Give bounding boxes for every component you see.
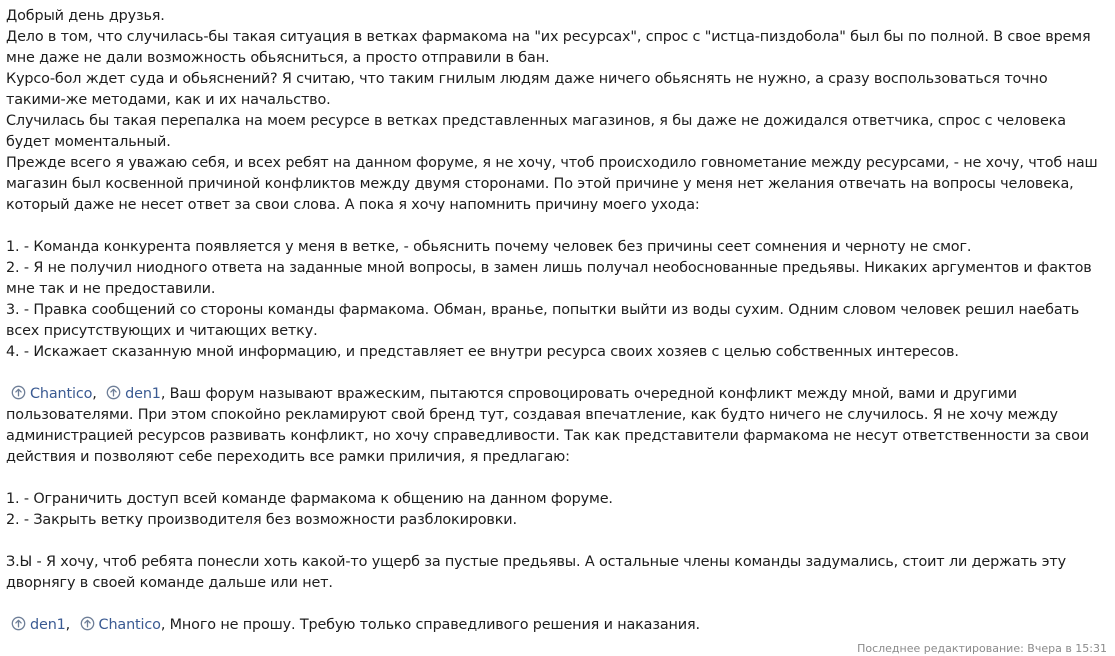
post-paragraph-1: Дело в том, что случилась-бы такая ситуация в ветках фармакома на "их ресурсах", спрос с "истца-пиздобола" был бы по полной. В свое время мне даже не дали возможность обьясниться, а просто отправили в бан. (6, 29, 1091, 66)
spacer (6, 363, 1108, 384)
reason-item-2: 2. - Я не получил ниодного ответа на заданные мной вопросы, в замен лишь получал необоснованные предьявы. Никаких аргументов и фактов мне так и не предоставили. (6, 260, 1092, 297)
mention-den1[interactable] (101, 386, 161, 402)
mention-chantico[interactable] (75, 617, 161, 633)
proposal-item-1: 1. - Ограничить доступ всей команде фармакома к общению на данном форуме. (6, 491, 613, 507)
arrow-up-circle-icon (80, 616, 95, 631)
appeal-paragraph (6, 384, 1108, 468)
last-edit-note: Последнее редактирование: Вчера в 15:31 (857, 642, 1107, 655)
post-paragraph-2: Курсо-бол ждет суда и обьяснений? Я считаю, что таким гнилым людям даже ничего обьяснять не нужно, а сразу воспользоваться точно такими-же методами, как и их начальство. (6, 71, 1048, 108)
mention-label: Chantico (30, 386, 93, 402)
spacer (6, 594, 1108, 615)
reason-item-4: 4. - Искажает сказанную мной информацию, и представляет ее внутри ресурса своих хозяев с целью собственных интересов. (6, 344, 959, 360)
spacer (6, 531, 1108, 552)
post-paragraph-3: Случилась бы такая перепалка на моем ресурсе в ветках представленных магазинов, я бы даже не дожидался ответчика, спрос с человека будет моментальный. (6, 113, 1066, 150)
arrow-up-circle-icon (106, 385, 121, 400)
spacer (6, 468, 1108, 489)
mention-separator: , (65, 617, 71, 633)
spacer (6, 216, 1108, 237)
arrow-up-circle-icon (11, 385, 26, 400)
mention-den1[interactable] (6, 617, 66, 633)
mention-label: den1 (30, 617, 66, 633)
post-paragraph-4: Прежде всего я уважаю себя, и всех ребят на данном форуме, я не хочу, чтоб происходило говнометание между ресурсами, - не хочу, чтоб наш магазин был косвенной причиной конфликтов между двумя сторонами. По этой причине у меня нет желания отвечать на вопросы человека, который даже не несет ответ за свои слова. А пока я хочу напомнить причину моего ухода: (6, 155, 1098, 213)
mention-label: den1 (125, 386, 161, 402)
reason-item-1: 1. - Команда конкурента появляется у меня в ветке, - обьяснить почему человек без причины сеет сомнения и черноту не смог. (6, 239, 972, 255)
mention-separator: , (92, 386, 97, 402)
appeal-text: , Ваш форум называют вражеским, пытаются спровоцировать очередной конфликт между мной, вами и другими пользователями. При этом спокойно рекламируют свой бренд тут, создавая впечатление, как будто ничего не случилось. Я не хочу между администрацией ресурсов развивать конфликт, но хочу справедливости. Так как представители фармакома не несут ответственности за свои действия и позволяют себе переходить все рамки приличия, я предлагаю: (6, 386, 1089, 465)
post-greeting: Добрый день друзья. (6, 8, 165, 24)
post-ps: З.Ы - Я хочу, чтоб ребята понесли хоть какой-то ущерб за пустые предьявы. А остальные члены команды задумались, стоит ли держать эту дворнягу в своей команде дальше или нет. (6, 554, 1066, 591)
closing-paragraph (6, 615, 1108, 636)
arrow-up-circle-icon (11, 616, 26, 631)
mention-chantico[interactable] (6, 386, 92, 402)
closing-text: , Много не прошу. Требую только справедливого решения и наказания. (160, 617, 700, 633)
mention-label: Chantico (98, 617, 161, 633)
proposal-item-2: 2. - Закрыть ветку производителя без возможности разблокировки. (6, 512, 517, 528)
post-body (6, 6, 1108, 636)
reason-item-3: 3. - Правка сообщений со стороны команды фармакома. Обман, вранье, попытки выйти из воды сухим. Одним словом человек решил наебать всех присутствующих и читающих ветку. (6, 302, 1080, 339)
